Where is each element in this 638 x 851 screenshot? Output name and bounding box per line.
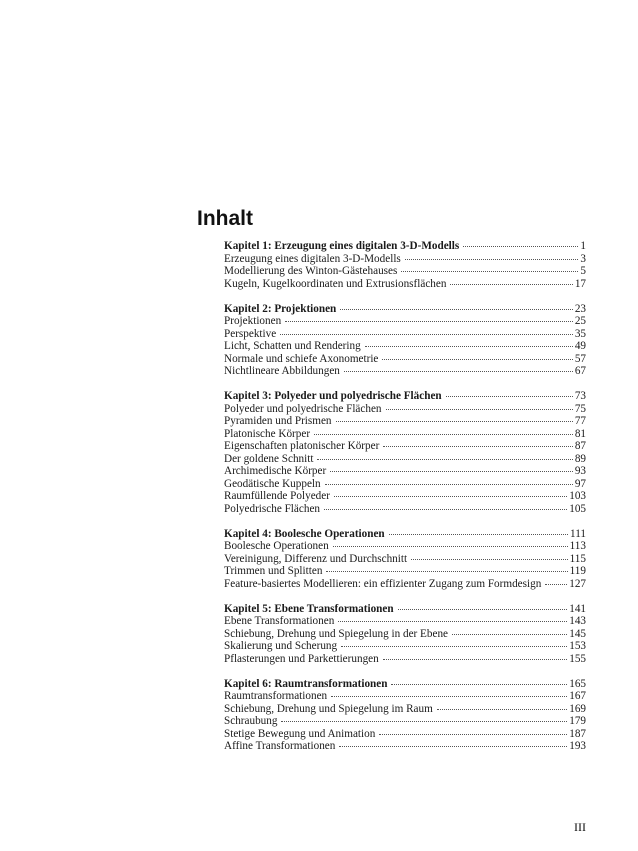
dot-leader bbox=[325, 484, 573, 485]
chapter-heading-entry[interactable] bbox=[224, 390, 586, 403]
entry-page-number: 87 bbox=[574, 440, 586, 453]
toc-entry[interactable] bbox=[224, 565, 586, 578]
dot-leader bbox=[405, 259, 579, 260]
toc-chapter bbox=[224, 390, 586, 515]
dot-leader bbox=[450, 284, 572, 285]
dot-leader bbox=[340, 309, 573, 310]
dot-leader bbox=[285, 321, 573, 322]
dot-leader bbox=[326, 571, 567, 572]
dot-leader bbox=[437, 709, 567, 710]
entry-page-number: 143 bbox=[569, 615, 586, 628]
entry-title: Vereinigung, Differenz und Durchschnitt bbox=[224, 552, 408, 565]
dot-leader bbox=[398, 609, 568, 610]
toc-entry[interactable] bbox=[224, 428, 586, 441]
dot-leader bbox=[280, 334, 573, 335]
entry-page-number: 17 bbox=[574, 277, 586, 290]
toc-entry[interactable] bbox=[224, 578, 586, 591]
entry-title: Feature-basiertes Modellieren: ein effizienter Zugang zum Formdesign bbox=[224, 577, 542, 590]
toc-entry[interactable] bbox=[224, 640, 586, 653]
entry-title: Modellierung des Winton-Gästehauses bbox=[224, 265, 398, 277]
entry-title: Raumfüllende Polyeder bbox=[224, 490, 330, 503]
dot-leader bbox=[338, 621, 567, 622]
entry-title: Schraubung bbox=[224, 715, 278, 728]
chapter-title: Kapitel 4: Boolesche Operationen bbox=[224, 527, 385, 540]
toc-chapter bbox=[224, 240, 586, 290]
entry-page-number: 155 bbox=[569, 652, 586, 665]
toc-entry[interactable] bbox=[224, 340, 586, 353]
chapter-page-number: 165 bbox=[569, 677, 586, 690]
dot-leader bbox=[365, 346, 573, 347]
entry-title: Boolesche Operationen bbox=[224, 540, 329, 553]
entry-page-number: 127 bbox=[569, 577, 586, 590]
toc-entry[interactable] bbox=[224, 740, 586, 753]
chapter-title: Kapitel 5: Ebene Transformationen bbox=[224, 602, 394, 615]
dot-leader bbox=[463, 246, 578, 247]
entry-title: Kugeln, Kugelkoordinaten und Extrusionsflächen bbox=[224, 277, 447, 290]
entry-page-number: 3 bbox=[580, 252, 586, 265]
entry-title: Erzeugung eines digitalen 3-D-Modells bbox=[224, 252, 401, 265]
dot-leader bbox=[281, 721, 567, 722]
entry-title: Pyramiden und Prismen bbox=[224, 415, 332, 428]
entry-page-number: 145 bbox=[569, 627, 586, 640]
chapter-heading-entry[interactable] bbox=[224, 303, 586, 316]
entry-title: Normale und schiefe Axonometrie bbox=[224, 352, 379, 365]
dot-leader bbox=[391, 684, 567, 685]
toc-entry[interactable] bbox=[224, 628, 586, 641]
chapter-title: Kapitel 6: Raumtransformationen bbox=[224, 677, 388, 690]
entry-title: Polyeder und polyedrische Flächen bbox=[224, 402, 382, 415]
toc-chapter bbox=[224, 528, 586, 591]
entry-title: Nichtlineare Abbildungen bbox=[224, 365, 340, 378]
toc-entry[interactable] bbox=[224, 540, 586, 553]
dot-leader bbox=[383, 446, 572, 447]
dot-leader bbox=[331, 696, 567, 697]
entry-page-number: 89 bbox=[574, 452, 586, 465]
entry-page-number: 49 bbox=[574, 340, 586, 353]
entry-title: Trimmen und Splitten bbox=[224, 565, 323, 578]
entry-page-number: 119 bbox=[569, 565, 586, 578]
entry-title: Schiebung, Drehung und Spiegelung in der Ebene bbox=[224, 627, 449, 640]
chapter-title: Kapitel 1: Erzeugung eines digitalen 3-D-Modells bbox=[224, 240, 460, 252]
toc-entry[interactable] bbox=[224, 253, 586, 266]
dot-leader bbox=[341, 646, 567, 647]
entry-page-number: 105 bbox=[569, 502, 586, 515]
entry-title: Skalierung und Scherung bbox=[224, 640, 338, 653]
toc-entry[interactable] bbox=[224, 690, 586, 703]
chapter-page-number: 23 bbox=[574, 302, 586, 315]
toc-entry[interactable] bbox=[224, 265, 586, 278]
dot-leader bbox=[411, 559, 568, 560]
dot-leader bbox=[383, 659, 568, 660]
chapter-heading-entry[interactable] bbox=[224, 240, 586, 253]
entry-page-number: 193 bbox=[569, 740, 586, 753]
toc-entry[interactable] bbox=[224, 365, 586, 378]
chapter-title: Kapitel 2: Projektionen bbox=[224, 302, 337, 315]
entry-title: Raumtransformationen bbox=[224, 690, 328, 703]
dot-leader bbox=[324, 509, 567, 510]
toc-entry[interactable] bbox=[224, 490, 586, 503]
toc-entry[interactable] bbox=[224, 503, 586, 516]
entry-title: Schiebung, Drehung und Spiegelung im Raum bbox=[224, 702, 433, 715]
entry-title: Archimedische Körper bbox=[224, 465, 327, 478]
chapter-page-number: 1 bbox=[580, 240, 586, 252]
toc-entry[interactable] bbox=[224, 453, 586, 466]
toc-heading: Inhalt bbox=[197, 207, 253, 230]
entry-title: Pflasterungen und Parkettierungen bbox=[224, 652, 379, 665]
entry-title: Ebene Transformationen bbox=[224, 615, 335, 628]
toc-entry[interactable] bbox=[224, 440, 586, 453]
entry-title: Stetige Bewegung und Animation bbox=[224, 727, 376, 740]
entry-page-number: 35 bbox=[574, 327, 586, 340]
toc-entry[interactable] bbox=[224, 328, 586, 341]
entry-page-number: 113 bbox=[569, 540, 586, 553]
entry-page-number: 97 bbox=[574, 477, 586, 490]
entry-title: Affine Transformationen bbox=[224, 740, 336, 753]
toc-entry[interactable] bbox=[224, 703, 586, 716]
entry-page-number: 77 bbox=[574, 415, 586, 428]
toc-chapter bbox=[224, 603, 586, 666]
dot-leader bbox=[339, 746, 567, 747]
dot-leader bbox=[382, 359, 572, 360]
entry-page-number: 179 bbox=[569, 715, 586, 728]
entry-title: Projektionen bbox=[224, 315, 282, 328]
page-number: III bbox=[574, 820, 586, 834]
entry-title: Geodätische Kuppeln bbox=[224, 477, 321, 490]
toc-entry[interactable] bbox=[224, 715, 586, 728]
toc-entry[interactable] bbox=[224, 353, 586, 366]
dot-leader bbox=[336, 421, 573, 422]
chapter-heading-entry[interactable] bbox=[224, 528, 586, 541]
entry-page-number: 57 bbox=[574, 352, 586, 365]
entry-page-number: 187 bbox=[569, 727, 586, 740]
entry-page-number: 103 bbox=[569, 490, 586, 503]
toc-chapter bbox=[224, 303, 586, 378]
entry-title: Perspektive bbox=[224, 327, 277, 340]
chapter-heading-entry[interactable] bbox=[224, 603, 586, 616]
dot-leader bbox=[334, 496, 567, 497]
entry-page-number: 75 bbox=[574, 402, 586, 415]
dot-leader bbox=[452, 634, 567, 635]
table-of-contents bbox=[224, 240, 586, 766]
dot-leader bbox=[389, 534, 568, 535]
entry-page-number: 81 bbox=[574, 427, 586, 440]
dot-leader bbox=[386, 409, 573, 410]
entry-page-number: 67 bbox=[574, 365, 586, 378]
dot-leader bbox=[545, 584, 567, 585]
chapter-page-number: 73 bbox=[574, 390, 586, 403]
dot-leader bbox=[314, 434, 573, 435]
toc-chapter bbox=[224, 678, 586, 753]
entry-page-number: 5 bbox=[580, 265, 586, 277]
toc-entry[interactable] bbox=[224, 315, 586, 328]
toc-entry[interactable] bbox=[224, 653, 586, 666]
dot-leader bbox=[344, 371, 573, 372]
chapter-page-number: 141 bbox=[569, 602, 586, 615]
chapter-page-number: 111 bbox=[570, 527, 586, 540]
entry-title: Der goldene Schnitt bbox=[224, 452, 314, 465]
entry-page-number: 25 bbox=[574, 315, 586, 328]
entry-page-number: 167 bbox=[569, 690, 586, 703]
entry-title: Platonische Körper bbox=[224, 427, 311, 440]
dot-leader bbox=[330, 471, 573, 472]
toc-entry[interactable] bbox=[224, 553, 586, 566]
dot-leader bbox=[379, 734, 567, 735]
entry-title: Polyedrische Flächen bbox=[224, 502, 321, 515]
entry-page-number: 169 bbox=[569, 702, 586, 715]
dot-leader bbox=[446, 396, 573, 397]
toc-entry[interactable] bbox=[224, 403, 586, 416]
entry-page-number: 93 bbox=[574, 465, 586, 478]
dot-leader bbox=[401, 271, 578, 272]
dot-leader bbox=[333, 546, 568, 547]
chapter-title: Kapitel 3: Polyeder und polyedrische Flächen bbox=[224, 390, 442, 403]
entry-title: Licht, Schatten und Rendering bbox=[224, 340, 361, 353]
toc-entry[interactable] bbox=[224, 278, 586, 291]
toc-entry[interactable] bbox=[224, 615, 586, 628]
dot-leader bbox=[317, 459, 572, 460]
entry-page-number: 115 bbox=[569, 552, 586, 565]
entry-title: Eigenschaften platonischer Körper bbox=[224, 440, 380, 453]
toc-entry[interactable] bbox=[224, 728, 586, 741]
entry-page-number: 153 bbox=[569, 640, 586, 653]
toc-entry[interactable] bbox=[224, 478, 586, 491]
toc-entry[interactable] bbox=[224, 465, 586, 478]
chapter-heading-entry[interactable] bbox=[224, 678, 586, 691]
toc-entry[interactable] bbox=[224, 415, 586, 428]
